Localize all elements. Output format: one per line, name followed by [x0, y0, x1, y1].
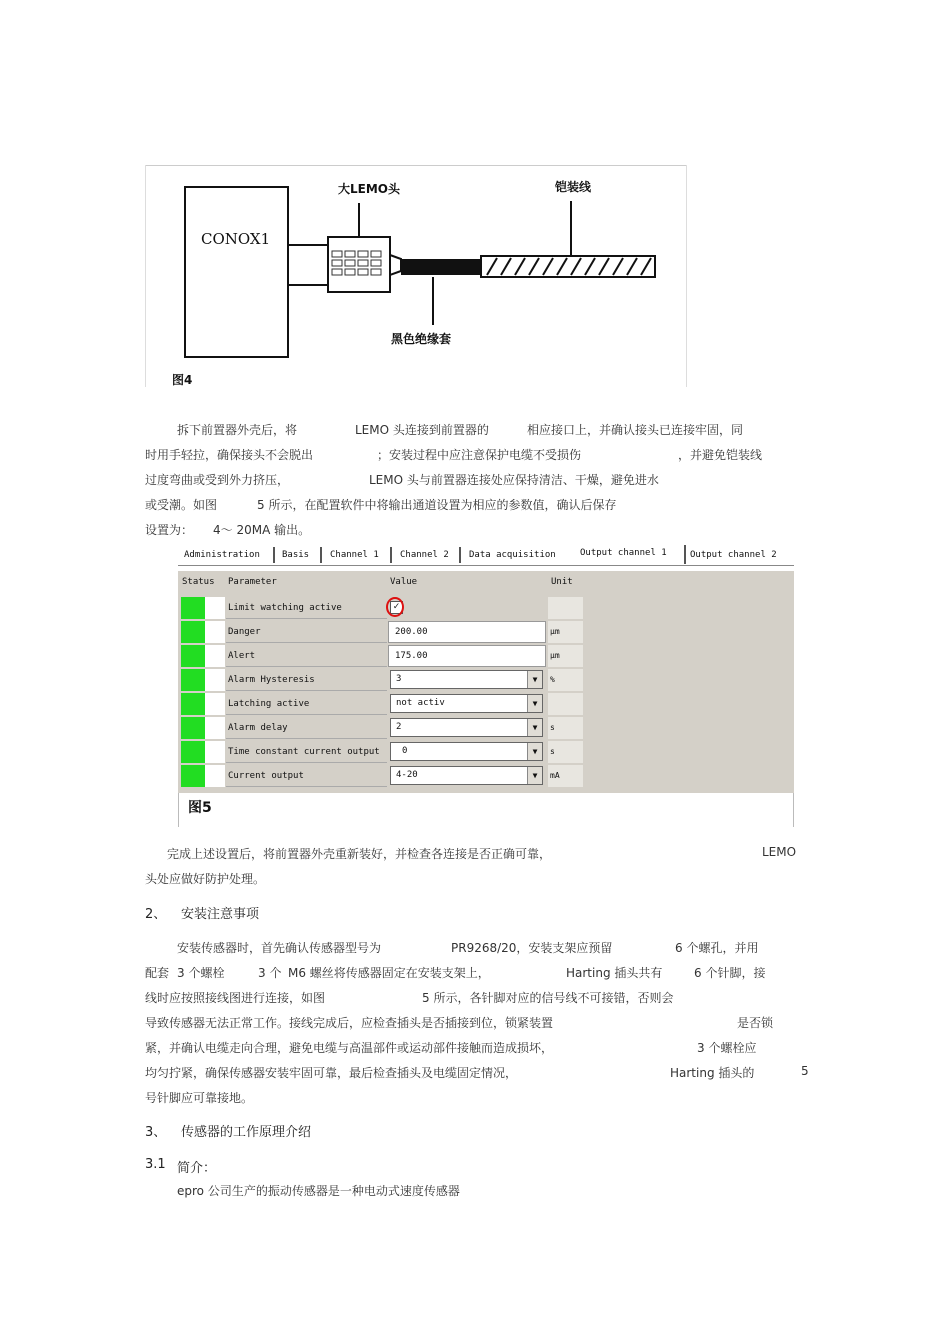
- chevron-down-icon: ▼: [527, 671, 542, 688]
- tab-output-channel-2[interactable]: Output channel 2: [690, 550, 777, 560]
- danger-input[interactable]: 200.00: [388, 621, 546, 643]
- tab-basis[interactable]: Basis: [276, 547, 322, 563]
- status-indicator: [181, 597, 205, 619]
- figure-4: [145, 165, 687, 387]
- figure-5-caption: 图5: [188, 800, 212, 816]
- tab-channel-1[interactable]: Channel 1: [324, 547, 392, 563]
- limit-watching-checkbox[interactable]: ✓: [390, 601, 403, 614]
- figure-4-caption: 图4: [172, 373, 193, 387]
- latching-active-select[interactable]: not activ ▼: [390, 694, 543, 713]
- status-indicator: [181, 693, 205, 715]
- row-alarm-delay: Alarm delay 2 ▼ s: [178, 716, 584, 740]
- status-indicator: [181, 621, 205, 643]
- status-indicator: [181, 669, 205, 691]
- parameter-grid: [178, 571, 794, 793]
- row-current-output: Current output 4-20 ▼ mA: [178, 764, 584, 788]
- tab-output-channel-1[interactable]: Output channel 1: [574, 545, 686, 564]
- sensor-cable-diagram: [145, 165, 687, 387]
- row-alert: Alert 175.00 µm: [178, 644, 584, 668]
- armored-cable-label: 铠装线: [555, 180, 592, 194]
- row-limit-watching: Limit watching active ✓: [178, 596, 584, 620]
- tab-channel-2[interactable]: Channel 2: [394, 547, 461, 563]
- header-parameter: Parameter: [228, 577, 277, 587]
- chevron-down-icon: ▼: [527, 719, 542, 736]
- highlight-circle-icon: [385, 596, 405, 618]
- header-value: Value: [390, 577, 418, 587]
- row-latching-active: Latching active not activ ▼: [178, 692, 584, 716]
- alarm-delay-select[interactable]: 2 ▼: [390, 718, 543, 737]
- row-time-constant: Time constant current output 0 ▼ s: [178, 740, 584, 764]
- black-sleeve-label: 黑色绝缘套: [391, 332, 452, 346]
- tab-data-acquisition[interactable]: Data acquisition: [463, 547, 578, 563]
- header-unit: Unit: [551, 577, 573, 587]
- row-danger: Danger 200.00 µm: [178, 620, 584, 644]
- tab-administration[interactable]: Administration: [178, 547, 275, 563]
- config-tab-bar: [178, 545, 794, 566]
- current-output-select[interactable]: 4-20 ▼: [390, 766, 543, 785]
- chevron-down-icon: ▼: [527, 767, 542, 784]
- alert-input[interactable]: 175.00: [388, 645, 546, 667]
- header-status: Status: [182, 577, 215, 587]
- figure-5-config-window: [178, 545, 794, 827]
- lemo-head-label: 大LEMO头: [338, 182, 400, 196]
- time-constant-select[interactable]: 0 ▼: [390, 742, 543, 761]
- chevron-down-icon: ▼: [527, 695, 542, 712]
- status-indicator: [181, 645, 205, 667]
- status-indicator: [181, 741, 205, 763]
- chevron-down-icon: ▼: [527, 743, 542, 760]
- status-indicator: [181, 717, 205, 739]
- row-alarm-hysteresis: Alarm Hysteresis 3 ▼ %: [178, 668, 584, 692]
- alarm-hysteresis-select[interactable]: 3 ▼: [390, 670, 543, 689]
- conox1-label: CONOX1: [201, 230, 271, 248]
- status-indicator: [181, 765, 205, 787]
